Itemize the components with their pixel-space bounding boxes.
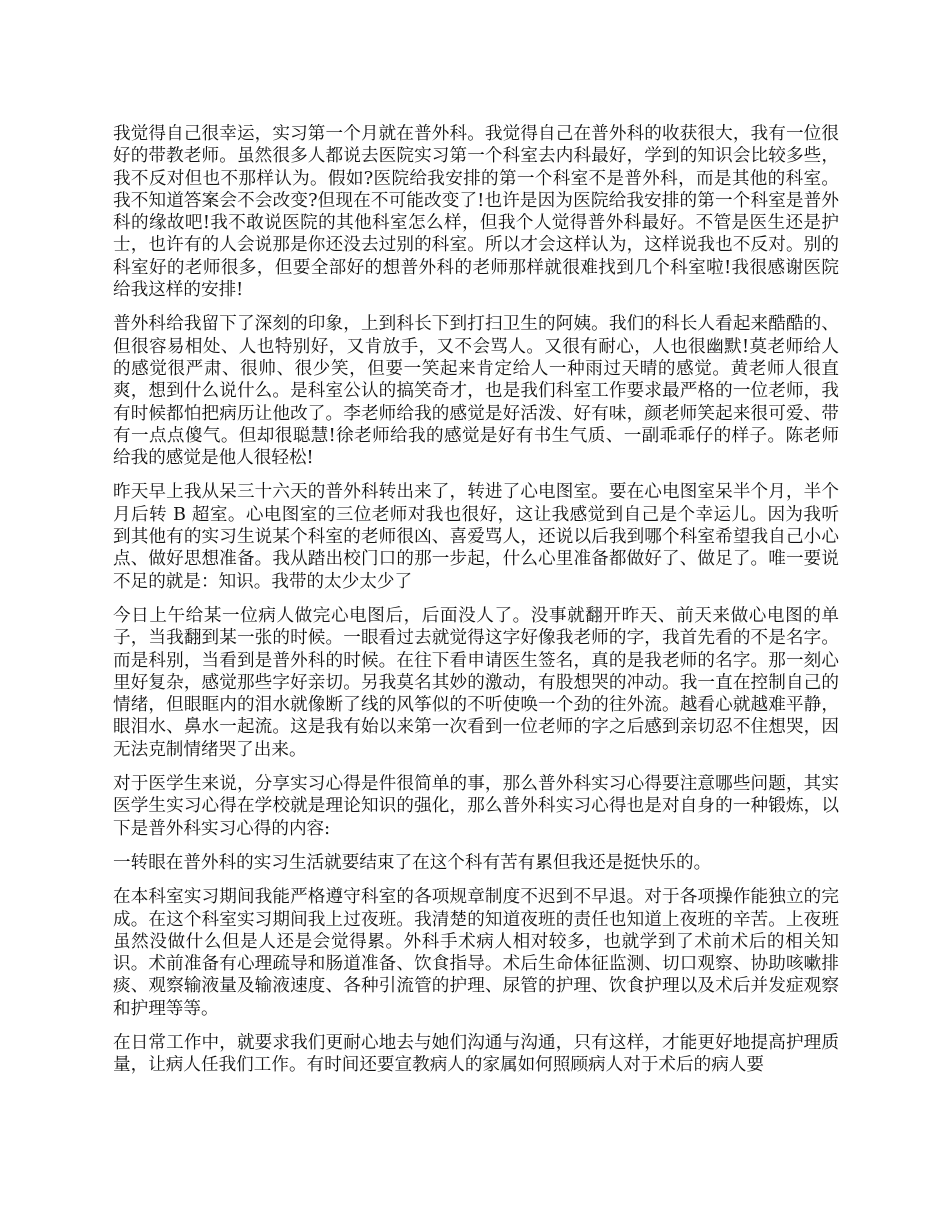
paragraph-6: 一转眼在普外科的实习生活就要结束了在这个科有苦有累但我还是挺快乐的。 [113, 852, 712, 873]
paragraph-4: 今日上午给某一位病人做完心电图后，后面没人了。没事就翻开昨天、前天来做心电图的单子，当我翻到某一张的时候。一眼看过去就觉得这字好像我老师的字，我首先看的不是名字。而是科别，当看到是普外科的时候。在往下看申请医生签名，真的是我老师的名字。那一刻心里好复杂，感觉那些字好亲切。另我莫名其妙的激动，有股想哭的冲动。我一直在控制自己的情绪，但眼眶内的泪水就像断了线的风筝似的不听使唤一个劲的往外流。越看心就越难平静，眼泪水、鼻水一起流。这是我有始以来第一次看到一位老师的字之后感到亲切忍不住想哭，因无法克制情绪哭了出来。 [113, 605, 839, 760]
paragraph-8: 在日常工作中，就要求我们更耐心地去与她们沟通与沟通，只有这样，才能更好地提高护理质量，让病人任我们工作。有时间还要宣教病人的家属如何照顾病人对于术后的病人要 [113, 1032, 839, 1076]
paragraph-5: 对于医学生来说，分享实习心得是件很简单的事，那么普外科实习心得要注意哪些问题，其实医学生实习心得在学校就是理论知识的强化，那么普外科实习心得也是对自身的一种锻炼，以下是普外科实习心得的内容: [113, 774, 839, 839]
paragraph-3: 昨天早上我从呆三十六天的普外科转出来了，转进了心电图室。要在心电图室呆半个月，半个月后转 B 超室。心电图室的三位老师对我也很好，这让我感觉到自己是个幸运儿。因为我听到其他有的实习生说某个科室的老师很凶、喜爱骂人，还说以后我到哪个科室希望我自己小心点、做好思想准备。我从踏出校门口的那一步起，什么心里准备都做好了、做足了。唯一要说不足的就是：知识。我带的太少太少了 [113, 482, 839, 592]
paragraph-2: 普外科给我留下了深刻的印象，上到科长下到打扫卫生的阿姨。我们的科长人看起来酷酷的、但很容易相处、人也特别好，又肯放手，又不会骂人。又很有耐心，人也很幽默!莫老师给人的感觉很严肃、很帅、很少笑，但要一笑起来肯定给人一种雨过天晴的感觉。黄老师人很直爽，想到什么说什么。是科室公认的搞笑奇才，也是我们科室工作要求最严格的一位老师，我有时候都怕把病历让他改了。李老师给我的感觉是好活泼、好有味，颜老师笑起来很可爱、带有一点点傻气。但却很聪慧!徐老师给我的感觉是好有书生气质、一副乖乖仔的样子。陈老师给我的感觉是他人很轻松! [113, 314, 839, 469]
document-body [113, 123, 839, 1089]
paragraph-1: 我觉得自己很幸运，实习第一个月就在普外科。我觉得自己在普外科的收获很大，我有一位很好的带教老师。虽然很多人都说去医院实习第一个科室去内科最好，学到的知识会比较多些，我不反对但也不那样认为。假如?医院给我安排的第一个科室不是普外科，而是其他的科室。我不知道答案会不会改变?但现在不可能改变了!也许是因为医院给我安排的第一个科室是普外科的缘故吧!我不敢说医院的其他科室怎么样，但我个人觉得普外科最好。不管是医生还是护士，也许有的人会说那是你还没去过别的科室。所以才会这样认为，这样说我也不反对。别的科室好的老师很多，但要全部好的想普外科的老师那样就很难找到几个科室啦!我很感谢医院给我这样的安排! [113, 124, 839, 301]
paragraph-7: 在本科室实习期间我能严格遵守科室的各项规章制度不迟到不早退。对于各项操作能独立的完成。在这个科室实习期间我上过夜班。我清楚的知道夜班的责任也知道上夜班的辛苦。上夜班虽然没做什么但是人还是会觉得累。外科手术病人相对较多，也就学到了术前术后的相关知识。术前准备有心理疏导和肠道准备、饮食指导。术后生命体征监测、切口观察、协助咳嗽排痰、观察输液量及输液速度、各种引流管的护理、尿管的护理、饮食护理以及术后并发症观察和护理等等。 [113, 887, 839, 1019]
